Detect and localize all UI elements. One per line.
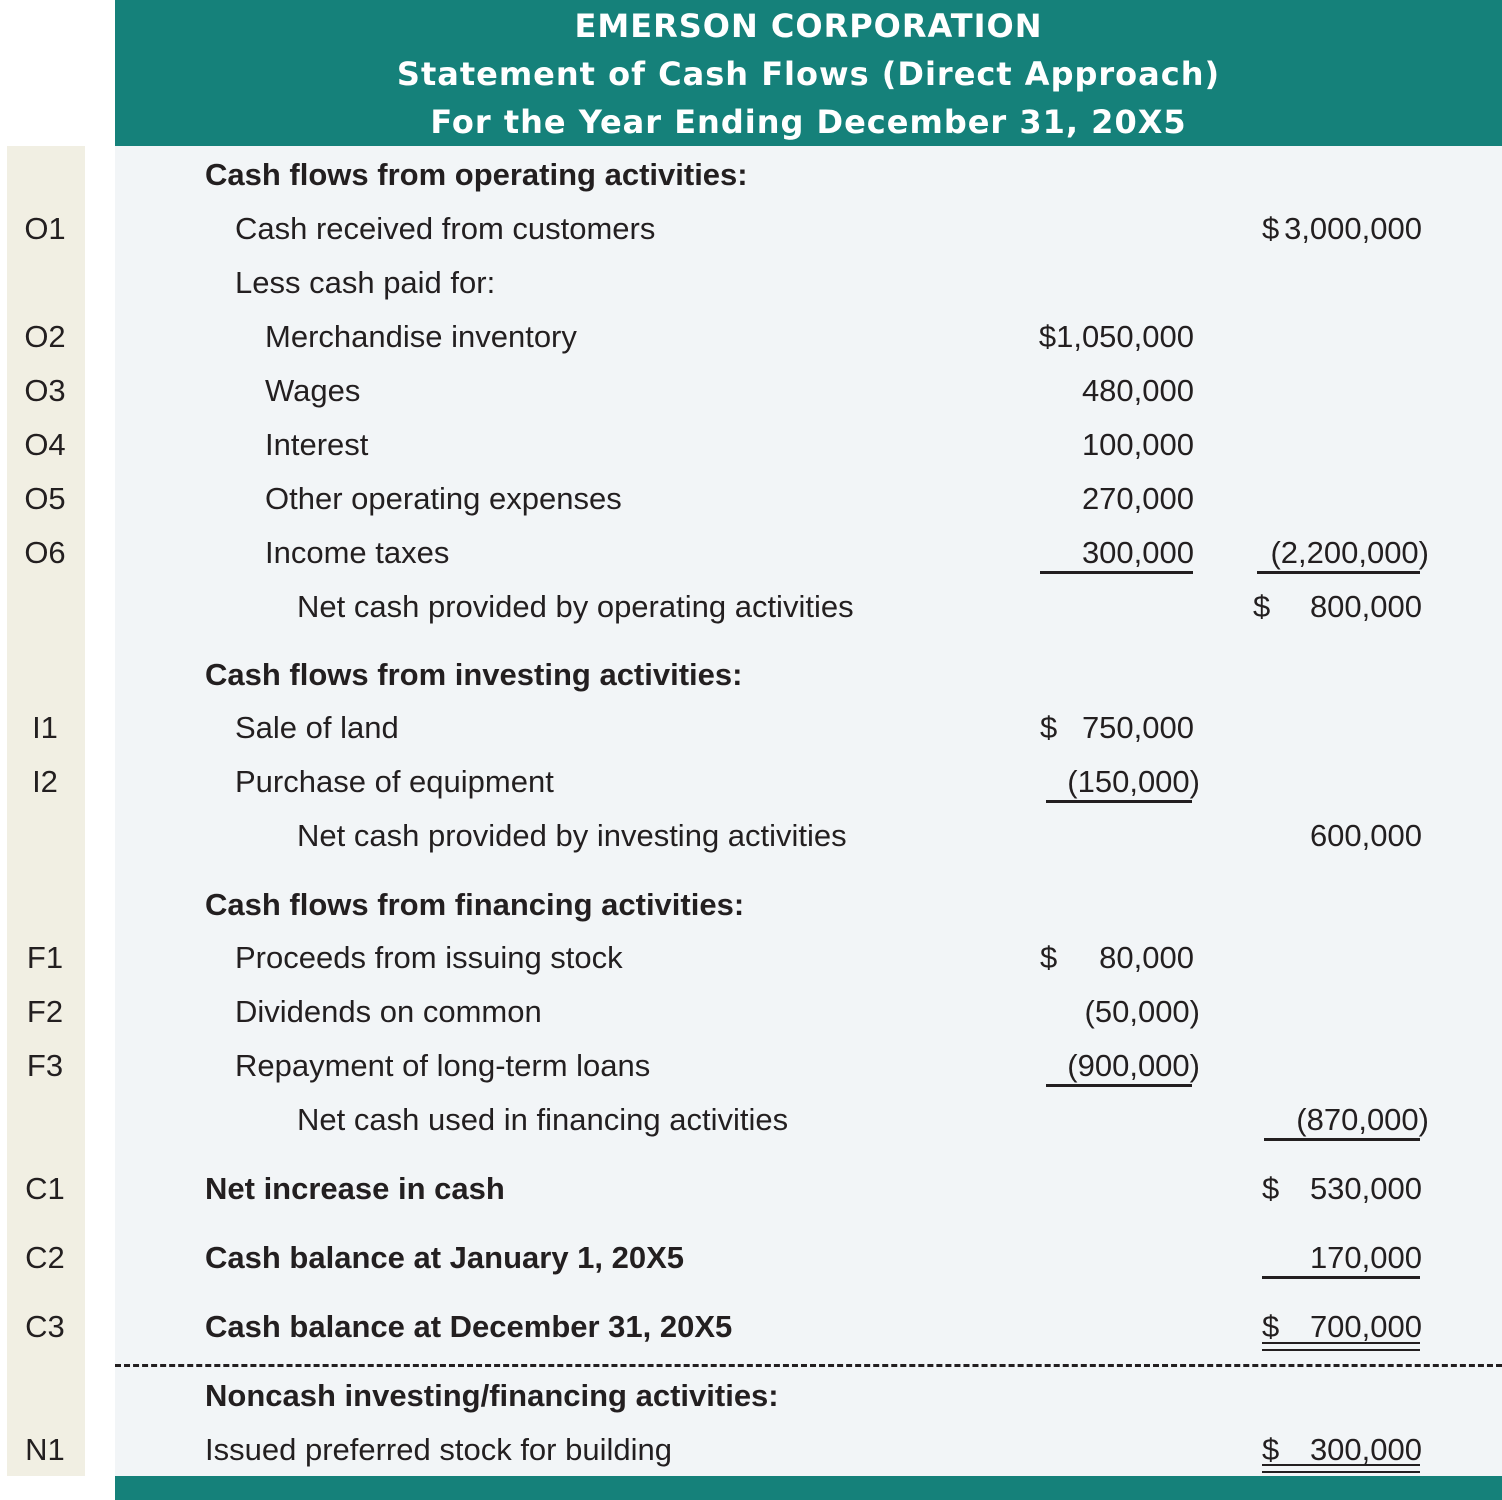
line-label: Issued preferred stock for building [205, 1432, 672, 1467]
line-label: Proceeds from issuing stock [235, 940, 623, 975]
line-label: Cash balance at December 31, 20X5 [205, 1309, 733, 1344]
line-label: Net cash provided by investing activities [297, 818, 847, 853]
line-amount: (150,000) [1067, 764, 1200, 799]
total-amount: 600,000 [1309, 818, 1422, 853]
operating-heading-row [0, 148, 1502, 202]
statement-header [115, 0, 1502, 146]
line-code: F1 [26, 940, 64, 975]
line-o2 [0, 310, 1502, 364]
line-code: O6 [24, 535, 66, 570]
dollar-sign: $ [1262, 211, 1280, 246]
line-code: O4 [24, 427, 66, 462]
line-label: Purchase of equipment [235, 764, 554, 799]
line-label: Net cash used in financing activities [297, 1102, 789, 1137]
dollar-sign: $ [1262, 1171, 1280, 1206]
dollar-sign: $ [1262, 1309, 1280, 1344]
statement-period: For the Year Ending December 31, 20X5 [430, 103, 1187, 141]
total-amount: 800,000 [1309, 589, 1422, 624]
line-amount: 100,000 [1081, 427, 1194, 462]
line-code: I2 [32, 764, 58, 799]
line-o1 [0, 202, 1502, 256]
line-o3 [0, 364, 1502, 418]
total-amount: (870,000) [1296, 1102, 1429, 1137]
line-i1 [0, 701, 1502, 755]
line-code: O3 [24, 373, 66, 408]
line-amount: (900,000) [1067, 1048, 1200, 1083]
line-o5 [0, 472, 1502, 526]
line-label: Dividends on common [235, 994, 542, 1029]
subtotal-rule [1046, 800, 1192, 803]
net-operating-row [0, 580, 1502, 634]
line-label: Cash received from customers [235, 211, 656, 246]
operating-heading: Cash flows from operating activities: [205, 157, 748, 192]
line-code: F2 [26, 994, 64, 1029]
total-amount: 300,000 [1309, 1432, 1422, 1467]
company-name: EMERSON CORPORATION [574, 7, 1043, 45]
net-investing-row [0, 809, 1502, 863]
double-underline [1262, 1464, 1420, 1473]
investing-heading: Cash flows from investing activities: [205, 657, 743, 692]
line-code: C1 [25, 1171, 65, 1206]
less-paid-row [0, 256, 1502, 310]
line-code: O5 [24, 481, 66, 516]
statement-footer-bar [115, 1476, 1502, 1500]
subtotal-rule [1262, 1276, 1420, 1279]
statement-title: Statement of Cash Flows (Direct Approach) [396, 55, 1221, 93]
line-f3 [0, 1039, 1502, 1093]
subtotal-rule [1040, 571, 1193, 574]
line-label: Net increase in cash [205, 1171, 505, 1206]
line-label: Cash balance at January 1, 20X5 [205, 1240, 685, 1275]
line-f1 [0, 931, 1502, 985]
line-code: I1 [32, 710, 58, 745]
double-underline [1262, 1342, 1420, 1351]
financing-heading-row [0, 878, 1502, 932]
subtotal-rule [1046, 1084, 1192, 1087]
total-amount: (2,200,000) [1270, 535, 1429, 570]
noncash-heading: Noncash investing/financing activities: [205, 1378, 779, 1413]
line-label: Less cash paid for: [235, 265, 496, 300]
line-label: Income taxes [265, 535, 450, 570]
line-label: Merchandise inventory [265, 319, 577, 354]
line-code: N1 [25, 1432, 65, 1467]
line-i2 [0, 755, 1502, 809]
financing-heading: Cash flows from financing activities: [205, 887, 745, 922]
line-code: F3 [26, 1048, 64, 1083]
line-label: Other operating expenses [265, 481, 622, 516]
dollar-sign: $ [1040, 710, 1058, 745]
dollar-sign: $ [1262, 1432, 1280, 1467]
dashed-divider [115, 1364, 1502, 1367]
line-label: Sale of land [235, 710, 399, 745]
line-amount: 300,000 [1081, 535, 1194, 570]
total-amount: 700,000 [1309, 1309, 1422, 1344]
subtotal-rule [1264, 1138, 1420, 1141]
line-label: Net cash provided by operating activities [297, 589, 854, 624]
line-c1 [0, 1162, 1502, 1216]
line-code: C3 [25, 1309, 65, 1344]
dollar-sign: $ [1253, 589, 1271, 624]
line-o4 [0, 418, 1502, 472]
total-amount: 170,000 [1309, 1240, 1422, 1275]
line-amount: (50,000) [1084, 994, 1200, 1029]
line-code: O1 [24, 211, 66, 246]
total-amount: 3,000,000 [1284, 211, 1422, 246]
line-amount: 80,000 [1099, 940, 1194, 975]
investing-heading-row [0, 648, 1502, 702]
dollar-sign: $ [1040, 940, 1058, 975]
noncash-heading-row [0, 1369, 1502, 1423]
line-label: Interest [265, 427, 369, 462]
line-code: O2 [24, 319, 66, 354]
line-f2 [0, 985, 1502, 1039]
subtotal-rule [1257, 571, 1420, 574]
line-amount: 270,000 [1081, 481, 1194, 516]
line-code: C2 [25, 1240, 65, 1275]
line-amount: 480,000 [1081, 373, 1194, 408]
line-label: Wages [265, 373, 361, 408]
line-amount: $1,050,000 [1038, 319, 1194, 354]
line-amount: 750,000 [1081, 710, 1194, 745]
line-label: Repayment of long-term loans [235, 1048, 651, 1083]
total-amount: 530,000 [1309, 1171, 1422, 1206]
